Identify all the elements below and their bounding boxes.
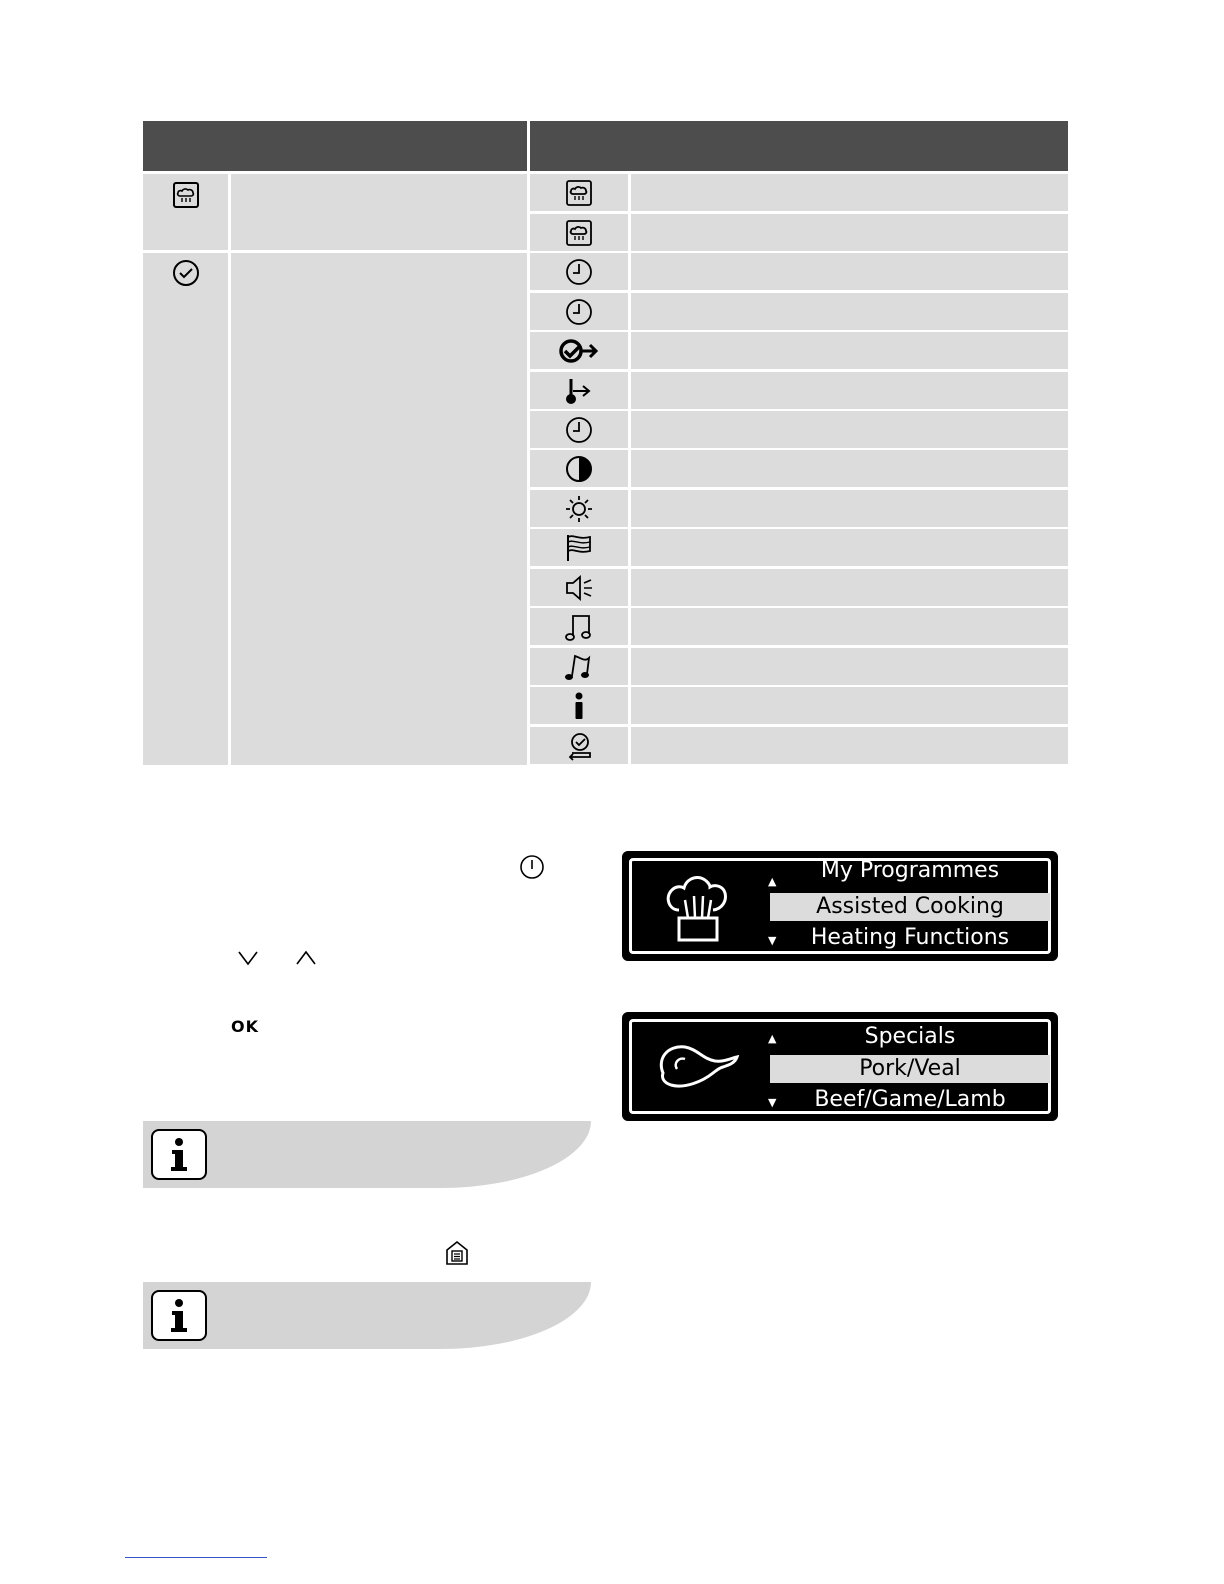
factory-reset-icon <box>530 727 628 764</box>
submenu-icon-cell <box>530 332 628 369</box>
submenu-label-cell <box>631 332 1068 369</box>
footer-link-underline <box>125 1557 267 1558</box>
submenu-label-cell <box>631 529 1068 566</box>
submenu-icon-cell <box>530 648 628 685</box>
submenu-icon-cell <box>530 293 628 330</box>
display-line-selected: Assisted Cooking <box>770 893 1050 921</box>
chef-hat-icon <box>663 870 733 948</box>
table-header-submenu <box>530 121 1068 171</box>
language-flag-icon <box>530 529 628 566</box>
submenu-label-cell <box>631 450 1068 487</box>
submenu-icon-cell <box>530 372 628 409</box>
info-note-1 <box>143 1121 591 1188</box>
submenu-icon-cell <box>530 450 628 487</box>
submenu-label-cell <box>631 687 1068 724</box>
submenu-label-cell <box>631 727 1068 764</box>
display-line: My Programmes <box>820 858 1000 883</box>
display-main-menu <box>622 851 1058 961</box>
submenu-icon-cell <box>530 529 628 566</box>
submenu-label-cell <box>631 214 1068 251</box>
submenu-icon-cell <box>530 174 628 211</box>
thermometer-arrow-icon <box>530 372 628 409</box>
submenu-label-cell <box>631 372 1068 409</box>
scroll-down-icon: ▼ <box>768 934 777 947</box>
brightness-icon <box>530 490 628 527</box>
group-icon-cell-cleaning <box>143 174 228 250</box>
submenu-icon-cell <box>530 727 628 764</box>
meat-icon <box>655 1039 745 1099</box>
display-line-selected: Pork/Veal <box>770 1055 1050 1083</box>
info-icon <box>151 1129 207 1180</box>
submenu-icon-cell <box>530 608 628 645</box>
steam-cleaning-icon <box>530 174 628 211</box>
submenu-label-cell <box>631 174 1068 211</box>
submenu-label-cell <box>631 648 1068 685</box>
submenu-icon-cell <box>530 490 628 527</box>
submenu-label-cell <box>631 411 1068 448</box>
submenu-icon-cell <box>530 411 628 448</box>
submenu-icon-cell <box>530 687 628 724</box>
table-header-menu <box>143 121 527 171</box>
clock-icon <box>530 293 628 330</box>
scroll-up-icon: ▲ <box>768 875 777 888</box>
submenu-icon-cell <box>530 253 628 290</box>
clock-icon <box>530 411 628 448</box>
ok-button-label: OK <box>231 1017 259 1036</box>
scroll-up-icon: ▲ <box>768 1032 777 1045</box>
display-line: Heating Functions <box>810 925 1010 950</box>
tone-note-icon <box>530 608 628 645</box>
group-label-cell-cleaning <box>231 174 527 250</box>
chevron-up-icon <box>295 950 317 970</box>
group-label-cell-settings <box>231 253 527 765</box>
melody-icon <box>530 648 628 685</box>
clock-icon <box>530 253 628 290</box>
submenu-icon-cell <box>530 569 628 606</box>
submenu-label-cell <box>631 490 1068 527</box>
display-assisted-cooking <box>622 1012 1058 1121</box>
submenu-label-cell <box>631 293 1068 330</box>
scroll-down-icon: ▼ <box>768 1096 777 1109</box>
basic-settings-check-icon <box>143 256 228 290</box>
info-icon <box>151 1290 207 1341</box>
display-line: Beef/Game/Lamb <box>814 1087 1006 1112</box>
group-icon-cell-settings <box>143 253 228 765</box>
submenu-label-cell <box>631 608 1068 645</box>
steam-cleaning-icon <box>143 178 228 212</box>
submenu-label-cell <box>631 569 1068 606</box>
info-note-2 <box>143 1282 591 1349</box>
volume-icon <box>530 569 628 606</box>
power-icon <box>519 854 545 884</box>
display-line: Specials <box>864 1024 956 1049</box>
info-icon <box>530 687 628 724</box>
steam-cleaning-icon <box>530 214 628 251</box>
contrast-icon <box>530 450 628 487</box>
check-arrow-icon <box>530 332 628 369</box>
menu-icon <box>444 1240 470 1270</box>
submenu-label-cell <box>631 253 1068 290</box>
submenu-icon-cell <box>530 214 628 251</box>
chevron-down-icon <box>237 950 259 970</box>
